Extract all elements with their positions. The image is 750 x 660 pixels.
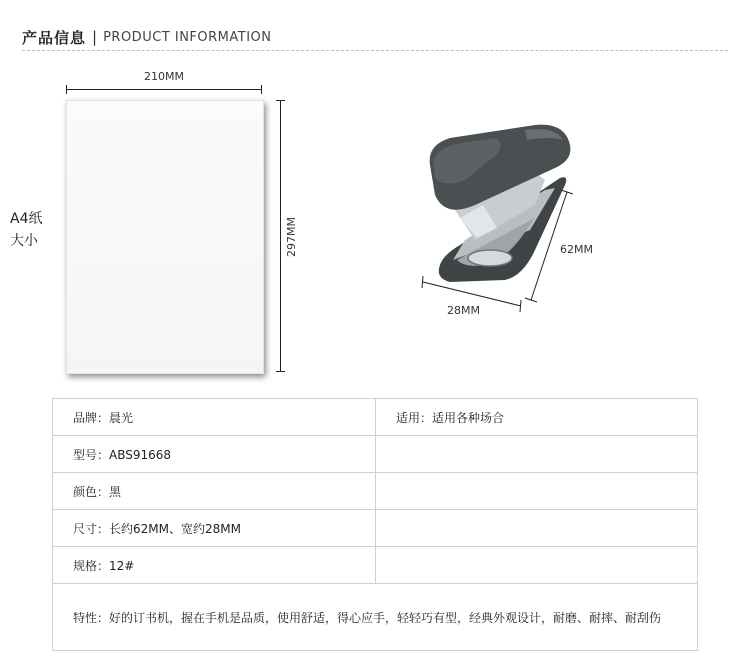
table-row — [53, 547, 698, 584]
table-row — [53, 584, 698, 651]
table-row — [53, 510, 698, 547]
header-divider — [22, 50, 728, 51]
spec-empty-cell — [376, 473, 698, 510]
spec-features: 特性：好的订书机，握在手机是品质，使用舒适，得心应手，轻轻巧有型，经典外观设计，耐磨、耐摔、耐刮伤 — [53, 584, 698, 651]
spec-empty-cell — [376, 510, 698, 547]
spec-model: 型号：ABS91668 — [53, 436, 376, 473]
spec-empty-cell — [376, 436, 698, 473]
a4-height-dimension-line — [280, 100, 281, 372]
table-row — [53, 436, 698, 473]
spec-brand: 品牌：晨光 — [53, 399, 376, 436]
a4-width-dimension-line — [66, 89, 262, 90]
section-header — [22, 26, 272, 48]
spec-empty-cell — [376, 547, 698, 584]
stapler-image — [405, 110, 635, 330]
spec-spec: 规格：12# — [53, 547, 376, 584]
section-title-en: PRODUCT INFORMATION — [103, 29, 272, 45]
section-title-separator: | — [92, 28, 98, 46]
a4-height-label: 297MM — [285, 217, 298, 257]
spec-color: 颜色：黑 — [53, 473, 376, 510]
stapler-height-label: 62MM — [560, 243, 593, 256]
a4-paper-image — [66, 100, 264, 374]
a4-size-label — [10, 208, 42, 252]
table-row — [53, 473, 698, 510]
stapler-width-label: 28MM — [447, 304, 480, 317]
section-title-cn: 产品信息 — [22, 28, 87, 47]
table-row — [53, 399, 698, 436]
a4-label-line1: A4纸 — [10, 211, 43, 227]
a4-width-label: 210MM — [144, 70, 184, 83]
a4-label-line2: 大小 — [10, 233, 38, 249]
spec-size: 尺寸：长约62MM、宽约28MM — [53, 510, 376, 547]
spec-usage: 适用：适用各种场合 — [376, 399, 698, 436]
spec-table — [52, 398, 698, 651]
